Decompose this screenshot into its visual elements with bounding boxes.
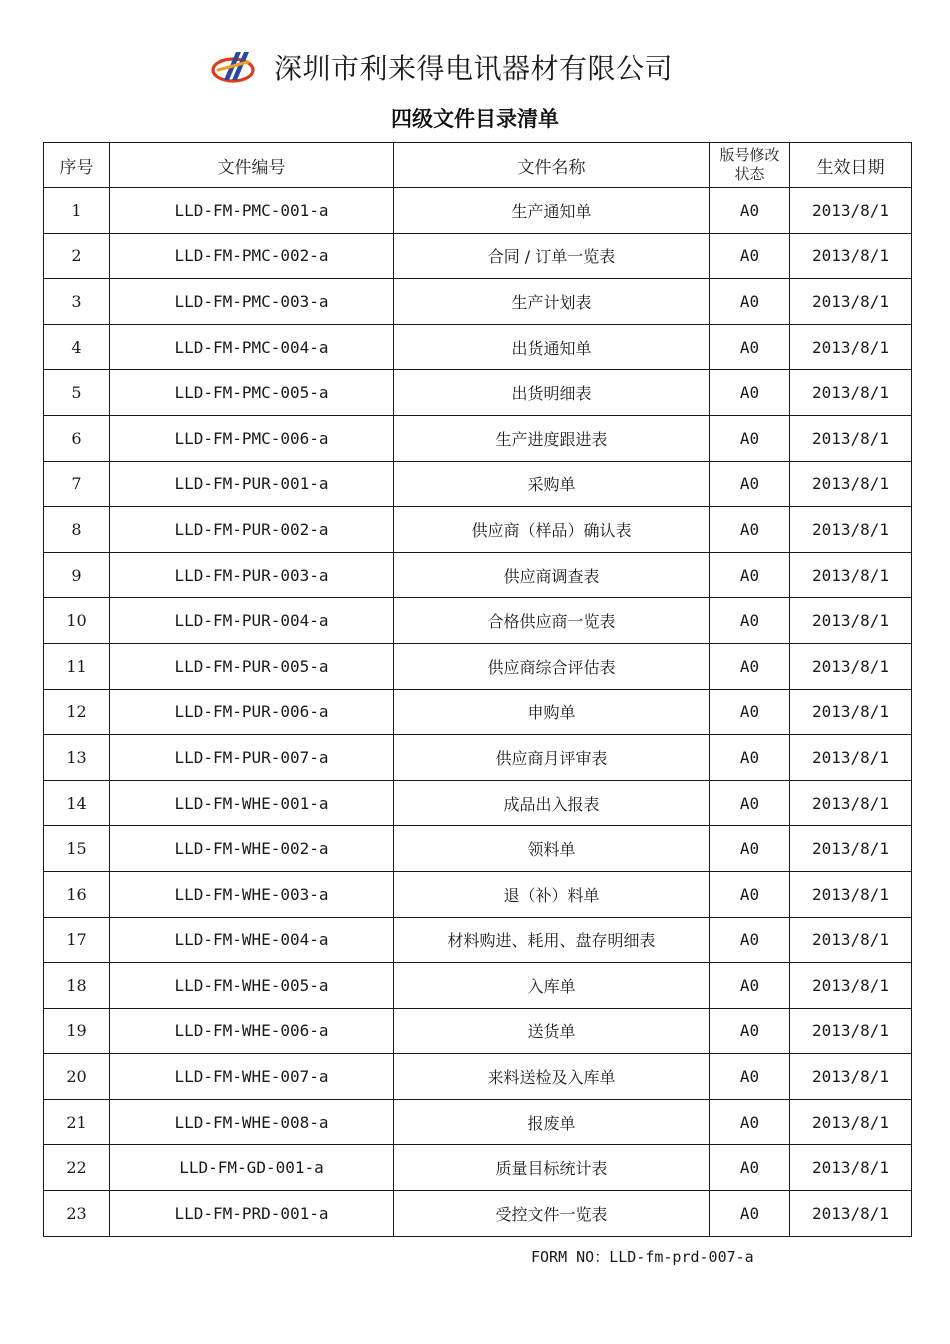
cell-seq: 18 [44, 963, 110, 1009]
cell-seq: 9 [44, 552, 110, 598]
cell-file-name: 出货明细表 [394, 370, 710, 416]
table-row [44, 370, 912, 416]
cell-effective-date: 2013/8/1 [790, 598, 912, 644]
company-name: 深圳市利来得电讯器材有限公司 [274, 52, 674, 85]
cell-file-code: LLD-FM-PMC-001-a [110, 188, 394, 234]
cell-file-code: LLD-FM-PMC-004-a [110, 324, 394, 370]
document-header [210, 44, 673, 90]
cell-file-name: 供应商综合评估表 [394, 643, 710, 689]
table-row [44, 1099, 912, 1145]
table-row [44, 461, 912, 507]
table-row [44, 689, 912, 735]
table-row [44, 552, 912, 598]
cell-file-name: 受控文件一览表 [394, 1191, 710, 1237]
header-date: 生效日期 [790, 143, 912, 188]
cell-seq: 6 [44, 415, 110, 461]
cell-effective-date: 2013/8/1 [790, 279, 912, 325]
cell-seq: 8 [44, 507, 110, 553]
cell-seq: 20 [44, 1054, 110, 1100]
cell-file-name: 领料单 [394, 826, 710, 872]
table-row [44, 735, 912, 781]
cell-version: A0 [710, 188, 790, 234]
cell-version: A0 [710, 552, 790, 598]
table-row [44, 324, 912, 370]
cell-seq: 16 [44, 871, 110, 917]
table-row [44, 1054, 912, 1100]
cell-version: A0 [710, 871, 790, 917]
cell-file-name: 合格供应商一览表 [394, 598, 710, 644]
cell-file-name: 合同 / 订单一览表 [394, 233, 710, 279]
header-seq: 序号 [44, 143, 110, 188]
cell-file-name: 质量目标统计表 [394, 1145, 710, 1191]
cell-version: A0 [710, 1191, 790, 1237]
header-code: 文件编号 [110, 143, 394, 188]
cell-effective-date: 2013/8/1 [790, 461, 912, 507]
cell-file-code: LLD-FM-WHE-004-a [110, 917, 394, 963]
cell-file-name: 退（补）料单 [394, 871, 710, 917]
table-row [44, 598, 912, 644]
cell-file-name: 入库单 [394, 963, 710, 1009]
cell-file-code: LLD-FM-PUR-004-a [110, 598, 394, 644]
cell-file-code: LLD-FM-PUR-001-a [110, 461, 394, 507]
cell-seq: 23 [44, 1191, 110, 1237]
cell-seq: 7 [44, 461, 110, 507]
cell-effective-date: 2013/8/1 [790, 1099, 912, 1145]
cell-file-name: 材料购进、耗用、盘存明细表 [394, 917, 710, 963]
table-row [44, 279, 912, 325]
cell-version: A0 [710, 1145, 790, 1191]
table-row [44, 1145, 912, 1191]
cell-seq: 10 [44, 598, 110, 644]
cell-file-code: LLD-FM-PMC-006-a [110, 415, 394, 461]
cell-file-name: 供应商调查表 [394, 552, 710, 598]
header-version: 版号修改状态 [710, 143, 790, 188]
form-number: FORM NO：LLD-fm-prd-007-a [531, 1248, 754, 1266]
cell-file-code: LLD-FM-PUR-006-a [110, 689, 394, 735]
cell-file-code: LLD-FM-PMC-002-a [110, 233, 394, 279]
cell-version: A0 [710, 461, 790, 507]
cell-file-code: LLD-FM-PUR-005-a [110, 643, 394, 689]
cell-version: A0 [710, 1008, 790, 1054]
cell-file-code: LLD-FM-GD-001-a [110, 1145, 394, 1191]
cell-effective-date: 2013/8/1 [790, 689, 912, 735]
cell-file-name: 出货通知单 [394, 324, 710, 370]
cell-effective-date: 2013/8/1 [790, 233, 912, 279]
cell-seq: 19 [44, 1008, 110, 1054]
cell-seq: 4 [44, 324, 110, 370]
cell-file-name: 采购单 [394, 461, 710, 507]
file-directory-table [43, 142, 912, 1237]
table-row [44, 1191, 912, 1237]
cell-version: A0 [710, 415, 790, 461]
cell-seq: 17 [44, 917, 110, 963]
cell-effective-date: 2013/8/1 [790, 780, 912, 826]
cell-file-name: 生产进度跟进表 [394, 415, 710, 461]
cell-version: A0 [710, 826, 790, 872]
table-row [44, 871, 912, 917]
cell-effective-date: 2013/8/1 [790, 1054, 912, 1100]
table-body [44, 188, 912, 1237]
cell-version: A0 [710, 735, 790, 781]
header-name: 文件名称 [394, 143, 710, 188]
table-row [44, 826, 912, 872]
company-logo-icon [210, 46, 256, 88]
cell-seq: 5 [44, 370, 110, 416]
cell-seq: 14 [44, 780, 110, 826]
cell-seq: 2 [44, 233, 110, 279]
cell-effective-date: 2013/8/1 [790, 507, 912, 553]
cell-version: A0 [710, 233, 790, 279]
cell-file-code: LLD-FM-PUR-007-a [110, 735, 394, 781]
cell-file-code: LLD-FM-PUR-003-a [110, 552, 394, 598]
cell-file-code: LLD-FM-WHE-002-a [110, 826, 394, 872]
cell-seq: 13 [44, 735, 110, 781]
cell-file-code: LLD-FM-WHE-007-a [110, 1054, 394, 1100]
cell-effective-date: 2013/8/1 [790, 871, 912, 917]
cell-seq: 3 [44, 279, 110, 325]
cell-version: A0 [710, 917, 790, 963]
cell-effective-date: 2013/8/1 [790, 963, 912, 1009]
cell-file-name: 来料送检及入库单 [394, 1054, 710, 1100]
cell-effective-date: 2013/8/1 [790, 1008, 912, 1054]
cell-file-name: 供应商（样品）确认表 [394, 507, 710, 553]
cell-version: A0 [710, 1054, 790, 1100]
cell-file-code: LLD-FM-WHE-003-a [110, 871, 394, 917]
cell-seq: 21 [44, 1099, 110, 1145]
cell-version: A0 [710, 1099, 790, 1145]
cell-file-code: LLD-FM-WHE-005-a [110, 963, 394, 1009]
cell-version: A0 [710, 780, 790, 826]
cell-seq: 15 [44, 826, 110, 872]
cell-file-name: 生产计划表 [394, 279, 710, 325]
cell-file-name: 报废单 [394, 1099, 710, 1145]
cell-version: A0 [710, 324, 790, 370]
table-row [44, 1008, 912, 1054]
cell-effective-date: 2013/8/1 [790, 324, 912, 370]
table-row [44, 188, 912, 234]
cell-file-name: 送货单 [394, 1008, 710, 1054]
cell-effective-date: 2013/8/1 [790, 1191, 912, 1237]
cell-file-code: LLD-FM-PMC-005-a [110, 370, 394, 416]
cell-effective-date: 2013/8/1 [790, 415, 912, 461]
cell-seq: 22 [44, 1145, 110, 1191]
cell-file-name: 供应商月评审表 [394, 735, 710, 781]
cell-version: A0 [710, 370, 790, 416]
cell-file-code: LLD-FM-PMC-003-a [110, 279, 394, 325]
cell-version: A0 [710, 963, 790, 1009]
cell-seq: 11 [44, 643, 110, 689]
cell-file-code: LLD-FM-WHE-008-a [110, 1099, 394, 1145]
table-row [44, 233, 912, 279]
cell-version: A0 [710, 507, 790, 553]
cell-seq: 1 [44, 188, 110, 234]
cell-file-code: LLD-FM-PUR-002-a [110, 507, 394, 553]
cell-version: A0 [710, 689, 790, 735]
cell-effective-date: 2013/8/1 [790, 1145, 912, 1191]
cell-file-code: LLD-FM-PRD-001-a [110, 1191, 394, 1237]
table-row [44, 507, 912, 553]
table-row [44, 963, 912, 1009]
table-row [44, 643, 912, 689]
cell-effective-date: 2013/8/1 [790, 735, 912, 781]
cell-seq: 12 [44, 689, 110, 735]
table-row [44, 780, 912, 826]
cell-file-code: LLD-FM-WHE-001-a [110, 780, 394, 826]
document-title: 四级文件目录清单 [391, 107, 559, 131]
cell-file-name: 生产通知单 [394, 188, 710, 234]
cell-version: A0 [710, 643, 790, 689]
cell-effective-date: 2013/8/1 [790, 826, 912, 872]
cell-file-name: 申购单 [394, 689, 710, 735]
cell-file-code: LLD-FM-WHE-006-a [110, 1008, 394, 1054]
cell-effective-date: 2013/8/1 [790, 188, 912, 234]
cell-version: A0 [710, 598, 790, 644]
cell-effective-date: 2013/8/1 [790, 917, 912, 963]
cell-version: A0 [710, 279, 790, 325]
cell-file-name: 成品出入报表 [394, 780, 710, 826]
cell-effective-date: 2013/8/1 [790, 552, 912, 598]
table-row [44, 917, 912, 963]
table-row [44, 415, 912, 461]
cell-effective-date: 2013/8/1 [790, 643, 912, 689]
cell-effective-date: 2013/8/1 [790, 370, 912, 416]
table-header-row [44, 143, 912, 188]
